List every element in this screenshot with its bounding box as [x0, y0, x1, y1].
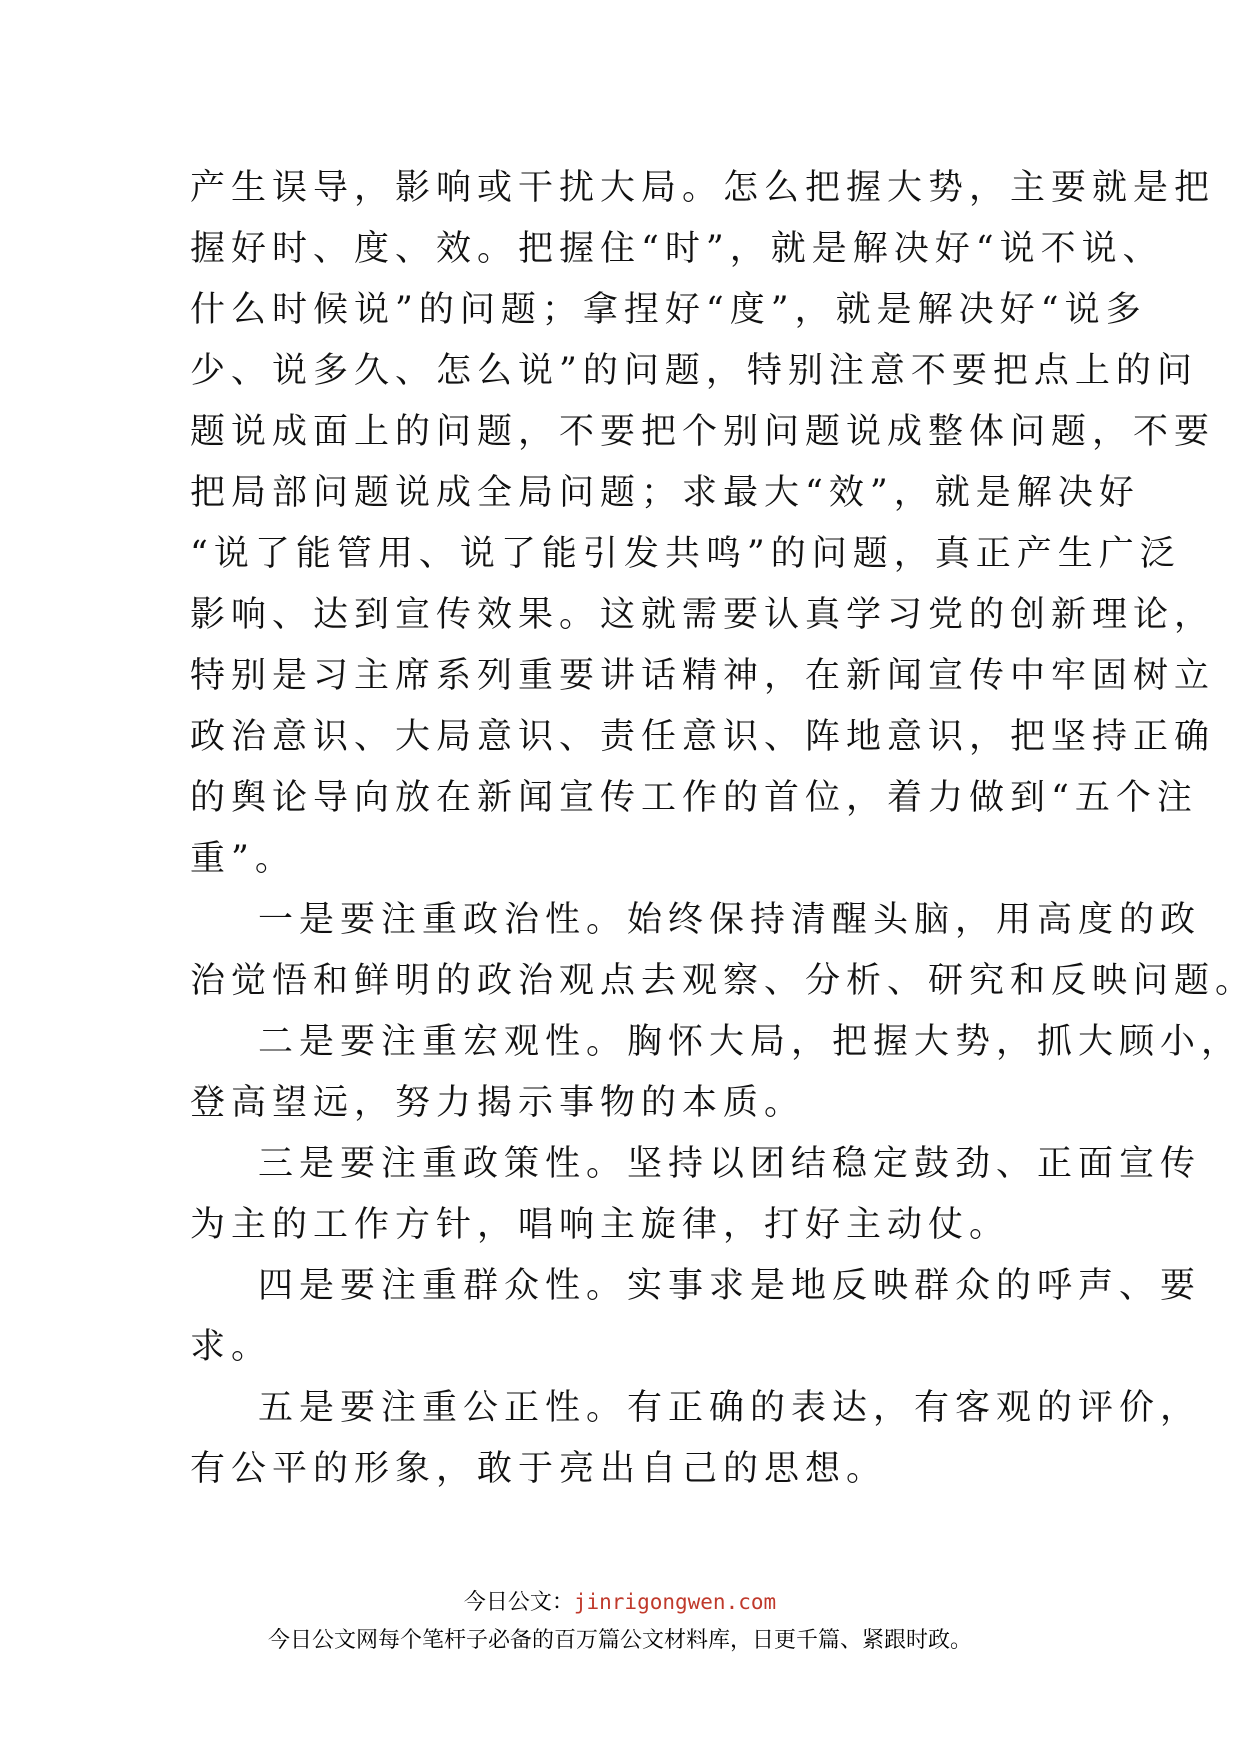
footer-url-link[interactable]: jinrigongwen.com	[573, 1590, 777, 1614]
text-line: 求。	[190, 1327, 273, 1367]
text-line: 把局部问题说成全局问题；求最大“效”，就是解决好	[190, 473, 1140, 513]
document-body	[190, 158, 1256, 1500]
text-line: 题说成面上的问题，不要把个别问题说成整体问题，不要	[190, 412, 1216, 452]
text-line: 的舆论导向放在新闻宣传工作的首位，着力做到“五个注	[190, 778, 1198, 818]
text-line: 治觉悟和鲜明的政治观点去观察、分析、研究和反映问题。	[190, 961, 1256, 1001]
text-line: 重”。	[190, 839, 296, 879]
text-line: 登高望远，努力揭示事物的本质。	[190, 1083, 806, 1123]
text-line: 为主的工作方针，唱响主旋律，打好主动仗。	[190, 1205, 1011, 1245]
text-line: 什么时候说”的问题；拿捏好“度”，就是解决好“说多	[190, 290, 1147, 330]
text-line: 少、说多久、怎么说”的问题，特别注意不要把点上的问	[190, 351, 1198, 391]
paragraph-start-line: 一是要注重政治性。始终保持清醒头脑，用高度的政	[258, 900, 1202, 940]
text-line: 特别是习主席系列重要讲话精神，在新闻宣传中牢固树立	[190, 656, 1216, 696]
paragraph-start-line: 五是要注重公正性。有正确的表达，有客观的评价，	[258, 1388, 1202, 1428]
footer-source	[0, 1585, 1240, 1620]
footer-tagline: 今日公文网每个笔杆子必备的百万篇公文材料库，日更千篇、紧跟时政。	[267, 1628, 972, 1653]
paragraph-start-line: 三是要注重政策性。坚持以团结稳定鼓劲、正面宣传	[258, 1144, 1202, 1184]
page-footer	[0, 1585, 1240, 1658]
paragraph-start-line: 二是要注重宏观性。胸怀大局，把握大势，抓大顾小，	[258, 1022, 1243, 1062]
footer-label: 今日公文：	[463, 1590, 574, 1615]
text-line: 握好时、度、效。把握住“时”，就是解决好“说不说、	[190, 229, 1164, 269]
text-line: 影响、达到宣传效果。这就需要认真学习党的创新理论，	[190, 595, 1216, 635]
text-line: “说了能管用、说了能引发共鸣”的问题，真正产生广泛	[190, 534, 1181, 574]
text-line: 产生误导，影响或干扰大局。怎么把握大势，主要就是把	[190, 168, 1216, 208]
text-line: 有公平的形象，敢于亮出自己的思想。	[190, 1449, 888, 1489]
paragraph-start-line: 四是要注重群众性。实事求是地反映群众的呼声、要	[258, 1266, 1202, 1306]
text-line: 政治意识、大局意识、责任意识、阵地意识，把坚持正确	[190, 717, 1216, 757]
